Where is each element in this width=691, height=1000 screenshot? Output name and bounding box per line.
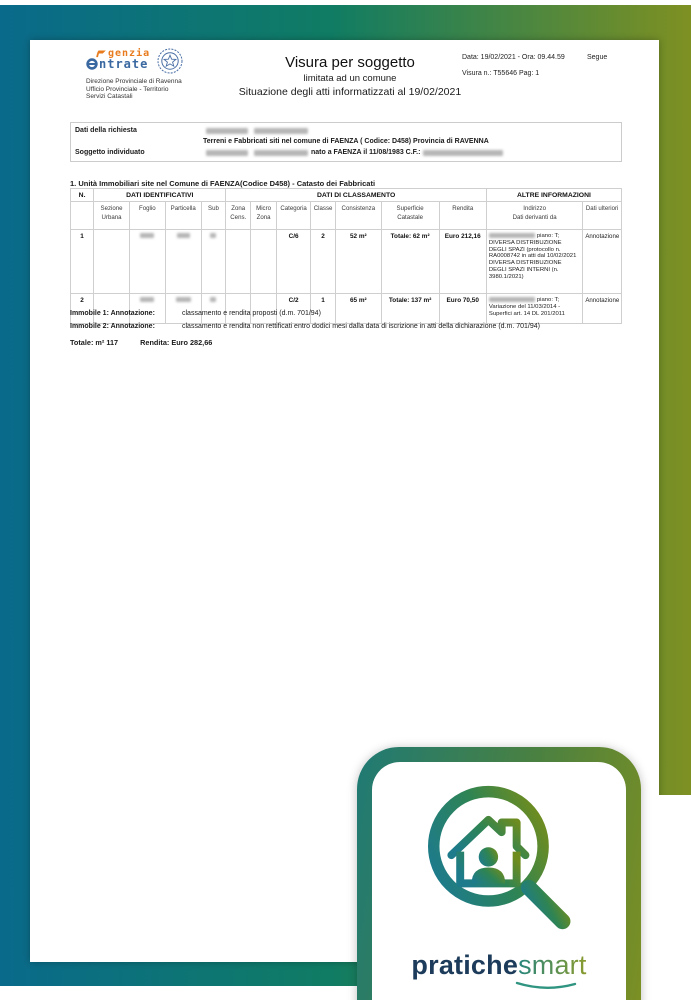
cell-consistenza: 65 m² xyxy=(335,294,381,324)
col-categoria: Categoria xyxy=(277,202,311,230)
cell-indirizzo: piano: T; DIVERSA DISTRIBUZIONE DEGLI SPAZI (protocollo n. RA0008742 in atti dal 10/02/2021 DIVERSA DISTRIBUZIONE DEGLI SPAZI INTERNI (n. 3980.1/2021) xyxy=(488,233,577,280)
col-sub: Sub xyxy=(201,202,226,230)
cell-classe: 1 xyxy=(311,294,336,324)
magnifier-house-icon xyxy=(410,774,588,946)
col-microzona: Micro Zona xyxy=(251,202,277,230)
units-table xyxy=(70,188,622,324)
meta-segue: Segue xyxy=(587,54,608,61)
entrate-e-icon xyxy=(86,58,98,70)
redacted-value xyxy=(423,150,503,156)
redacted-value xyxy=(177,233,190,238)
col-indirizzo: Indirizzo Dati derivanti da xyxy=(486,202,582,230)
col-dati-ulteriori: Dati ulteriori xyxy=(583,202,622,230)
immobile-1-label: Immobile 1: Annotazione: xyxy=(70,310,155,317)
redacted-value xyxy=(140,297,154,302)
request-data-box xyxy=(70,122,622,162)
table-row xyxy=(71,294,622,324)
col-rendita: Rendita xyxy=(439,202,486,230)
cell-dati-ulteriori: Annotazione xyxy=(583,294,622,324)
pratichesmart-logo xyxy=(411,950,586,981)
cell-n: 2 xyxy=(71,294,94,324)
immobile-2-note xyxy=(70,323,540,330)
redacted-value xyxy=(210,297,216,302)
redacted-value xyxy=(489,297,535,302)
cell-superficie: Totale: 137 m² xyxy=(381,294,439,324)
col-particella: Particella xyxy=(165,202,201,230)
redacted-value xyxy=(206,128,248,134)
immobile-1-text: classamento e rendita proposti (d.m. 701/94) xyxy=(182,310,321,317)
col-sezione: Sezione Urbana xyxy=(94,202,130,230)
logo-word-bottom: ntrate xyxy=(99,57,149,71)
meta-visura-number: Visura n.: T55646 Pag: 1 xyxy=(462,70,540,77)
immobile-2-label: Immobile 2: Annotazione: xyxy=(70,323,155,330)
total-rendita: Rendita: Euro 282,66 xyxy=(140,338,213,347)
redacted-value xyxy=(140,233,154,238)
logo-word-top: genzia xyxy=(108,48,151,59)
cell-indirizzo: piano: T; Variazione del 11/03/2014 - Superfici art. 14 DL 201/2011 xyxy=(488,297,565,317)
col-classe: Classe xyxy=(311,202,336,230)
cell-n: 1 xyxy=(71,230,94,294)
cell-superficie: Totale: 62 m² xyxy=(381,230,439,294)
meta-date-time: Data: 19/02/2021 - Ora: 09.44.59 xyxy=(462,54,565,61)
col-superficie: Superficie Catastale xyxy=(381,202,439,230)
swoosh-icon xyxy=(515,980,577,992)
units-section-title: 1. Unità Immobiliari site nel Comune di FAENZA(Codice D458) - Catasto dei Fabbricati xyxy=(70,179,376,188)
agenzia-entrate-logo xyxy=(86,48,183,101)
subject-line: nato a FAENZA il 11/08/1983 C.F.: xyxy=(311,149,421,156)
cell-rendita: Euro 212,16 xyxy=(439,230,486,294)
agenzia-wordmark xyxy=(86,48,150,70)
cell-rendita: Euro 70,50 xyxy=(439,294,486,324)
col-consistenza: Consistenza xyxy=(335,202,381,230)
request-label: Dati della richiesta xyxy=(75,127,137,134)
col-group-altre: ALTRE INFORMAZIONI xyxy=(486,189,621,202)
subject-label: Soggetto individuato xyxy=(75,149,145,156)
republic-emblem-icon xyxy=(157,48,183,74)
redacted-value xyxy=(254,150,308,156)
redacted-value xyxy=(206,150,248,156)
page-title: Visura per soggetto xyxy=(285,54,415,71)
org-line-3: Servizi Catastali xyxy=(86,93,133,101)
redacted-value xyxy=(254,128,308,134)
col-foglio: Foglio xyxy=(129,202,165,230)
cell-consistenza: 52 m² xyxy=(335,230,381,294)
immobile-2-text: classamento e rendita non rettificati entro dodici mesi dalla data di iscrizione in atti della dichiarazione (d.m. 701/94) xyxy=(182,323,540,330)
total-surface: Totale: m² 117 xyxy=(70,338,119,347)
totals-line xyxy=(70,338,212,347)
redacted-value xyxy=(489,233,535,238)
org-line-2: Ufficio Provinciale - Territorio xyxy=(86,85,169,93)
territory-line: Terreni e Fabbricati siti nel comune di FAENZA ( Codice: D458) Provincia di RAVENNA xyxy=(203,138,489,145)
immobile-1-note xyxy=(70,310,321,317)
col-group-n: N. xyxy=(71,189,94,202)
cell-categoria: C/6 xyxy=(277,230,311,294)
brand-name-bold: pratiche xyxy=(411,950,519,980)
col-zona: Zona Cens. xyxy=(226,202,251,230)
org-line-1: Direzione Provinciale di Ravenna xyxy=(86,78,182,85)
brand-name-light: smart xyxy=(518,950,587,980)
redacted-value xyxy=(210,233,216,238)
redacted-value xyxy=(176,297,191,302)
col-group-classamento: DATI DI CLASSAMENTO xyxy=(226,189,487,202)
col-group-identificativi: DATI IDENTIFICATIVI xyxy=(94,189,226,202)
page-subtitle-1: limitata ad un comune xyxy=(303,73,397,84)
table-row xyxy=(71,230,622,294)
cell-classe: 2 xyxy=(311,230,336,294)
pratichesmart-card xyxy=(357,747,641,1000)
cell-categoria: C/2 xyxy=(277,294,311,324)
page-subtitle-2: Situazione degli atti informatizzati al 19/02/2021 xyxy=(238,86,462,98)
frame-cover xyxy=(641,795,691,1000)
cell-dati-ulteriori: Annotazione xyxy=(583,230,622,294)
